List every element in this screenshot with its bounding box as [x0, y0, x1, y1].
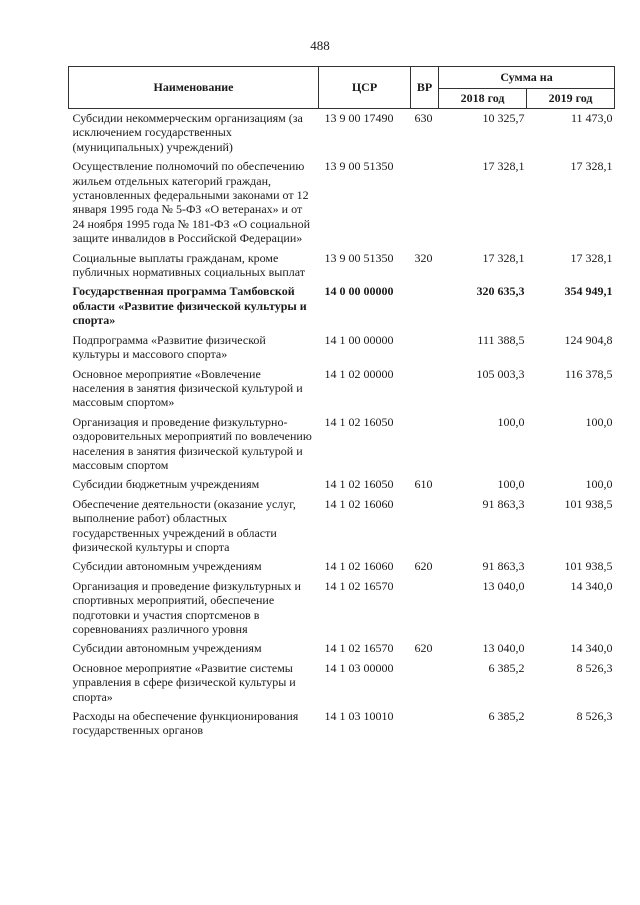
table-row	[69, 282, 615, 330]
cell-2019: 100,0	[585, 477, 613, 492]
cell-vr	[411, 659, 439, 707]
cell-name: Расходы на обеспечение функционирования государственных органов	[72, 709, 299, 738]
cell-csr: 14 1 02 16050	[324, 477, 394, 492]
cell-csr: 14 1 03 00000	[324, 660, 394, 675]
cell-2018: 17 328,1	[482, 250, 525, 265]
table-row	[69, 639, 615, 658]
cell-2019: 101 938,5	[564, 559, 613, 574]
table-row	[69, 707, 615, 741]
cell-2018: 100,0	[497, 477, 525, 492]
table-row	[69, 557, 615, 576]
cell-vr: 620	[414, 641, 433, 656]
cell-2018: 17 328,1	[482, 159, 525, 174]
cell-2018: 10 325,7	[482, 111, 525, 125]
cell-name: Государственная программа Тамбовской области «Развитие физической культуры и спорта»	[72, 284, 307, 328]
cell-2018: 105 003,3	[476, 366, 525, 381]
cell-2019: 8 526,3	[576, 709, 613, 724]
cell-csr: 13 9 00 51350	[324, 250, 394, 265]
cell-csr: 14 1 02 00000	[324, 366, 394, 381]
cell-2019: 14 340,0	[570, 641, 613, 656]
cell-2018: 320 635,3	[476, 284, 525, 299]
table-row	[69, 331, 615, 365]
cell-csr: 14 1 02 16570	[324, 641, 394, 656]
header-year-2018: 2018 год	[439, 89, 527, 109]
cell-2019: 17 328,1	[570, 250, 613, 265]
cell-2018: 6 385,2	[488, 709, 525, 724]
cell-name: Организация и проведение физкультурных и спортивных мероприятий, обеспечение подготовки и участия спортсменов в соревнованиях различного уровня	[72, 578, 301, 636]
table-body	[69, 109, 615, 741]
cell-csr: 14 1 02 16050	[324, 414, 394, 429]
cell-name: Субсидии автономным учреждениям	[72, 641, 262, 656]
cell-vr	[411, 157, 439, 248]
cell-2018: 13 040,0	[482, 578, 525, 593]
cell-2019: 11 473,0	[570, 111, 613, 125]
header-name: Наименование	[69, 67, 319, 109]
cell-vr	[411, 365, 439, 413]
cell-2019: 124 904,8	[564, 332, 613, 347]
cell-vr: 620	[414, 559, 433, 574]
cell-name: Субсидии некоммерческим организациям (за исключением государственных (муниципальных) учреждений)	[72, 111, 303, 154]
cell-name: Основное мероприятие «Развитие системы управления в сфере физической культуры и спорта»	[72, 660, 296, 704]
cell-vr: 610	[414, 477, 433, 492]
table-row	[69, 413, 615, 476]
table-row	[69, 365, 615, 413]
cell-csr: 13 9 00 51350	[324, 159, 394, 174]
cell-name: Социальные выплаты гражданам, кроме публичных нормативных социальных выплат	[72, 250, 306, 280]
cell-2019: 354 949,1	[564, 284, 613, 299]
cell-2018: 100,0	[497, 414, 525, 429]
cell-vr	[411, 577, 439, 640]
page-number: 488	[310, 38, 330, 53]
cell-vr	[411, 331, 439, 365]
cell-name: Субсидии бюджетным учреждениям	[72, 477, 260, 492]
cell-name: Субсидии автономным учреждениям	[72, 559, 262, 574]
cell-csr: 14 1 02 16570	[324, 578, 394, 593]
header-year-2019: 2019 год	[527, 89, 615, 109]
header-csr: ЦСР	[319, 67, 411, 109]
cell-name: Основное мероприятие «Вовлечение населения в занятия физической культурой и массовым спортом»	[72, 366, 303, 410]
budget-table	[68, 66, 615, 741]
cell-2019: 14 340,0	[570, 578, 613, 593]
cell-name: Осуществление полномочий по обеспечению жильем отдельных категорий граждан, установленных федеральными законами от 12 января 1995 года № 5-ФЗ «О ветеранах» и от 24 ноября 1995 года № 181-ФЗ «О социальной защите инвалидов в Российской Федерации»	[72, 159, 311, 246]
cell-2019: 100,0	[585, 414, 613, 429]
cell-csr: 14 1 03 10010	[324, 709, 394, 724]
cell-csr: 14 1 02 16060	[324, 559, 394, 574]
cell-csr: 14 0 00 00000	[324, 284, 394, 299]
cell-2018: 13 040,0	[482, 641, 525, 656]
header-sum-on: Сумма на	[439, 67, 615, 89]
cell-vr	[411, 282, 439, 330]
cell-vr: 320	[414, 250, 433, 265]
cell-csr: 14 1 02 16060	[324, 496, 394, 511]
table-row	[69, 475, 615, 494]
cell-vr	[411, 495, 439, 558]
cell-name: Обеспечение деятельности (оказание услуг, выполнение работ) областных государственных учреждений в области физической культуры и спорта	[72, 496, 296, 554]
cell-name: Подпрограмма «Развитие физической культуры и массового спорта»	[72, 332, 266, 362]
cell-2019: 8 526,3	[576, 660, 613, 675]
table-row	[69, 495, 615, 558]
table-row	[69, 577, 615, 640]
cell-2018: 111 388,5	[477, 332, 525, 347]
table-row	[69, 109, 615, 158]
table-row	[69, 157, 615, 248]
header-vr: ВР	[411, 67, 439, 109]
cell-csr: 14 1 00 00000	[324, 332, 394, 347]
cell-2019: 116 378,5	[564, 366, 613, 381]
table-header	[69, 67, 615, 109]
cell-2018: 6 385,2	[488, 660, 525, 675]
cell-vr: 630	[414, 111, 433, 125]
table-row	[69, 659, 615, 707]
cell-2018: 91 863,3	[482, 559, 525, 574]
cell-vr	[411, 413, 439, 476]
cell-2019: 101 938,5	[564, 496, 613, 511]
table-row	[69, 249, 615, 283]
cell-2018: 91 863,3	[482, 496, 525, 511]
cell-vr	[411, 707, 439, 741]
cell-name: Организация и проведение физкультурно-оздоровительных мероприятий по вовлечению населения в занятия физической культурой и массовым спортом	[72, 414, 312, 472]
cell-2019: 17 328,1	[570, 159, 613, 174]
cell-csr: 13 9 00 17490	[324, 111, 394, 125]
